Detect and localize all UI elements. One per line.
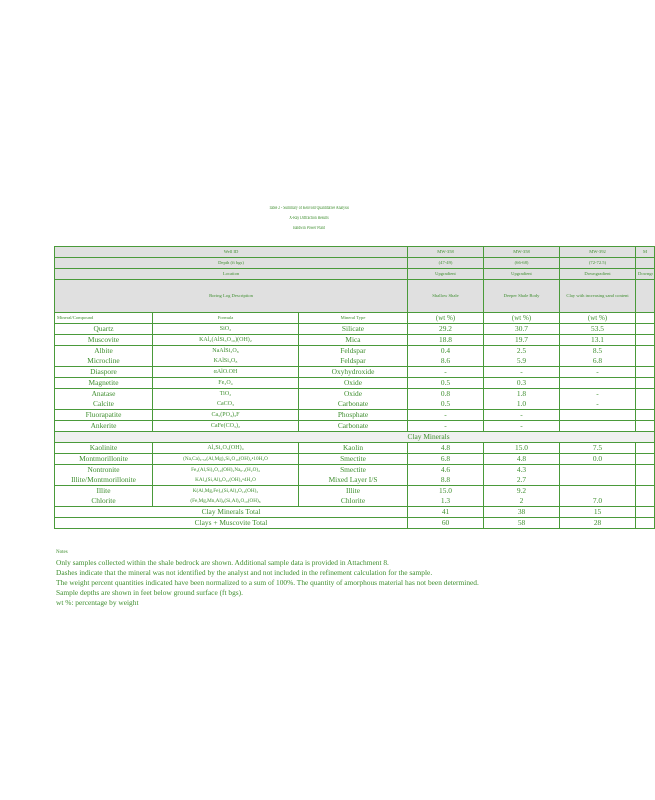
type-cell: Feldspar (299, 346, 408, 357)
type-cell: Silicate (299, 324, 408, 335)
mineral-cell: Diaspore (55, 367, 153, 378)
value-cell: - (408, 421, 484, 432)
value-cell: - (484, 421, 560, 432)
table-row (55, 421, 655, 432)
total-label: Clays + Muscovite Total (55, 518, 408, 529)
mineral-cell: Magnetite (55, 378, 153, 389)
formula-cell: CaCO₃ (153, 399, 299, 410)
boring-log-label: Boring Log Description (55, 280, 408, 313)
boring-log-cell: Clay with increasing sand content (560, 280, 636, 313)
value-cell: - (408, 410, 484, 421)
value-cell: 7.5 (560, 443, 636, 454)
note-line: Only samples collected within the shale bedrock are shown. Additional sample data is provided in Attachment 8. (56, 558, 389, 567)
mineral-cell: Ankerite (55, 421, 153, 432)
unit-header (636, 313, 655, 324)
notes-heading: Notes (56, 550, 68, 555)
unit-header: (wt %) (408, 313, 484, 324)
location-label: Location (55, 269, 408, 280)
table-row (55, 399, 655, 410)
value-cell: 8.6 (408, 356, 484, 367)
note-line: wt %: percentage by weight (56, 598, 139, 607)
value-cell: 18.8 (408, 335, 484, 346)
mineral-column-header: Mineral/Compound (55, 313, 153, 324)
value-cell: 0.3 (484, 378, 560, 389)
value-cell (560, 410, 636, 421)
value-cell (636, 421, 655, 432)
table-row (55, 335, 655, 346)
value-cell: 0.0 (560, 454, 636, 465)
formula-column-header: Formula (153, 313, 299, 324)
value-cell: 0.8 (408, 389, 484, 400)
location-cell: Downgradient (560, 269, 636, 280)
formula-cell: K(Al,Mg,Fe)₂(Si,Al)₄O₁₀(OH)₂ (153, 486, 299, 497)
clay-minerals-section-row (55, 432, 655, 443)
formula-cell: KAl₄(Si,Al)₈O₁₀(OH)₄•4H₂O (153, 475, 299, 486)
value-cell: 2.5 (484, 346, 560, 357)
value-cell (560, 486, 636, 497)
mineral-cell: Illite/Montmorillonite (55, 475, 153, 486)
well-id-row (55, 247, 655, 258)
value-cell (560, 465, 636, 476)
total-value (636, 507, 655, 518)
type-cell: Smectite (299, 454, 408, 465)
table-row (55, 389, 655, 400)
table-title (0, 204, 618, 234)
value-cell: 6.8 (560, 356, 636, 367)
table-row (55, 410, 655, 421)
mineral-cell: Anatase (55, 389, 153, 400)
depth-cell: (72-72.5) (560, 258, 636, 269)
mineral-cell: Nontronite (55, 465, 153, 476)
well-id-label: Well ID (55, 247, 408, 258)
mineral-cell: Montmorillonite (55, 454, 153, 465)
mineral-cell: Kaolinite (55, 443, 153, 454)
mineral-cell: Quartz (55, 324, 153, 335)
formula-cell: KAl₂(AlSi₃O₁₀)(OH)₂ (153, 335, 299, 346)
value-cell (560, 475, 636, 486)
table-row (55, 367, 655, 378)
type-cell: Illite (299, 486, 408, 497)
total-value: 15 (560, 507, 636, 518)
column-header-row (55, 313, 655, 324)
value-cell: 53.5 (560, 324, 636, 335)
location-row (55, 269, 655, 280)
value-cell: 6.8 (408, 454, 484, 465)
well-id-cell: MW-358 (484, 247, 560, 258)
value-cell (636, 399, 655, 410)
unit-header: (wt %) (484, 313, 560, 324)
value-cell (636, 378, 655, 389)
mineral-cell: Microcline (55, 356, 153, 367)
location-cell: Upgradient (484, 269, 560, 280)
boring-log-row (55, 280, 655, 313)
total-value: 28 (560, 518, 636, 529)
type-cell: Smectite (299, 465, 408, 476)
value-cell (636, 356, 655, 367)
value-cell (560, 421, 636, 432)
depth-label: Depth (ft bgs) (55, 258, 408, 269)
type-cell: Mixed Layer I/S (299, 475, 408, 486)
value-cell: 0.4 (408, 346, 484, 357)
note-line: Dashes indicate that the mineral was not identified by the analyst and not included in the refinement calculation for the sample. (56, 568, 433, 577)
value-cell: 8.5 (560, 346, 636, 357)
type-cell: Kaolin (299, 443, 408, 454)
table-title-line: Table 2 - Summary of Kenvold Quantitative Analysis (268, 206, 350, 211)
formula-cell: Ca₅(PO₄)₃F (153, 410, 299, 421)
table-row (55, 346, 655, 357)
section-spacer (55, 432, 408, 443)
value-cell: 2.7 (484, 475, 560, 486)
type-cell: Carbonate (299, 399, 408, 410)
total-value: 41 (408, 507, 484, 518)
note-line: Sample depths are shown in feet below ground surface (ft bgs). (56, 588, 243, 597)
depth-cell: (47-49) (408, 258, 484, 269)
value-cell (636, 443, 655, 454)
value-cell (636, 346, 655, 357)
total-value (636, 518, 655, 529)
formula-cell: TiO₂ (153, 389, 299, 400)
type-cell: Oxyhydroxide (299, 367, 408, 378)
clay-total-row (55, 507, 655, 518)
total-label: Clay Minerals Total (55, 507, 408, 518)
depth-cell: (66-68) (484, 258, 560, 269)
value-cell: - (560, 399, 636, 410)
value-cell (636, 465, 655, 476)
note-line: The weight percent quantities indicated have been normalized to a sum of 100%. The quantity of amorphous material has not been determined. (56, 578, 479, 587)
xrd-results-table (54, 246, 655, 529)
value-cell: 15.0 (484, 443, 560, 454)
value-cell (560, 378, 636, 389)
boring-log-cell: Deeper Shale Body (484, 280, 560, 313)
table-notes (56, 548, 616, 608)
location-cell: Upgradient (408, 269, 484, 280)
value-cell: 13.1 (560, 335, 636, 346)
type-cell: Oxide (299, 378, 408, 389)
clay-minerals-heading: Clay Minerals (408, 432, 655, 443)
total-value: 38 (484, 507, 560, 518)
value-cell (636, 367, 655, 378)
formula-cell: KAlSi₃O₈ (153, 356, 299, 367)
formula-cell: (Fe,Mg,Mn,Al)₆(Si,Al)₄O₁₀(OH)₈ (153, 496, 299, 507)
value-cell (636, 454, 655, 465)
table-row (55, 324, 655, 335)
value-cell: 15.0 (408, 486, 484, 497)
value-cell: 1.0 (484, 399, 560, 410)
mineral-cell: Chlorite (55, 496, 153, 507)
type-cell: Feldspar (299, 356, 408, 367)
table-row (55, 443, 655, 454)
value-cell: 1.3 (408, 496, 484, 507)
value-cell: 4.6 (408, 465, 484, 476)
mineral-cell: Calcite (55, 399, 153, 410)
table-site-line: Baldwin Power Plant (293, 226, 325, 231)
type-cell: Phosphate (299, 410, 408, 421)
value-cell (636, 324, 655, 335)
unit-header: (wt %) (560, 313, 636, 324)
value-cell (636, 335, 655, 346)
value-cell: 30.7 (484, 324, 560, 335)
formula-cell: Fe₃O₄ (153, 378, 299, 389)
mineral-cell: Fluorapatite (55, 410, 153, 421)
value-cell: 0.5 (408, 399, 484, 410)
type-column-header: Mineral Type (299, 313, 408, 324)
value-cell: - (560, 389, 636, 400)
depth-row (55, 258, 655, 269)
value-cell: - (408, 367, 484, 378)
value-cell (636, 475, 655, 486)
formula-cell: αAlO.OH (153, 367, 299, 378)
location-cell: Downgr (636, 269, 655, 280)
table-row (55, 356, 655, 367)
type-cell: Oxide (299, 389, 408, 400)
table-row (55, 378, 655, 389)
total-value: 60 (408, 518, 484, 529)
value-cell (636, 486, 655, 497)
value-cell: 8.8 (408, 475, 484, 486)
table-row (55, 496, 655, 507)
table-row (55, 454, 655, 465)
value-cell: 4.8 (484, 454, 560, 465)
value-cell: 4.3 (484, 465, 560, 476)
table-subtitle-line: X-Ray Diffraction Results (289, 216, 329, 221)
value-cell: - (560, 367, 636, 378)
type-cell: Chlorite (299, 496, 408, 507)
mineral-cell: Illite (55, 486, 153, 497)
value-cell: 2 (484, 496, 560, 507)
value-cell: 29.2 (408, 324, 484, 335)
formula-cell: SiO₂ (153, 324, 299, 335)
well-id-cell: M (636, 247, 655, 258)
table-row (55, 475, 655, 486)
depth-cell (636, 258, 655, 269)
table-row (55, 486, 655, 497)
value-cell: - (484, 367, 560, 378)
formula-cell: NaAlSi₃O₈ (153, 346, 299, 357)
value-cell: 19.7 (484, 335, 560, 346)
mineral-cell: Muscovite (55, 335, 153, 346)
value-cell (636, 410, 655, 421)
well-id-cell: MW-392 (560, 247, 636, 258)
value-cell: 9.2 (484, 486, 560, 497)
value-cell: 5.9 (484, 356, 560, 367)
total-value: 58 (484, 518, 560, 529)
formula-cell: Al₂Si₂O₅(OH)₄ (153, 443, 299, 454)
value-cell (636, 496, 655, 507)
value-cell: - (484, 410, 560, 421)
type-cell: Mica (299, 335, 408, 346)
formula-cell: Fe₂(Al,Si)₄O₁₀(OH)₂Na₀.₃(H₂O)₄ (153, 465, 299, 476)
results-table-viewport (54, 246, 654, 529)
value-cell: 0.5 (408, 378, 484, 389)
table-row (55, 465, 655, 476)
value-cell (636, 389, 655, 400)
formula-cell: CaFe(CO₃)₂ (153, 421, 299, 432)
mineral-cell: Albite (55, 346, 153, 357)
formula-cell: (Na,Ca)₀.₃₃(Al,Mg)₂Si₄O₁₀(OH)₂•10H₂O (153, 454, 299, 465)
value-cell: 7.0 (560, 496, 636, 507)
boring-log-cell (636, 280, 655, 313)
type-cell: Carbonate (299, 421, 408, 432)
value-cell: 1.8 (484, 389, 560, 400)
value-cell: 4.8 (408, 443, 484, 454)
well-id-cell: MW-358 (408, 247, 484, 258)
clay-muscovite-total-row (55, 518, 655, 529)
boring-log-cell: Shallow Shale (408, 280, 484, 313)
